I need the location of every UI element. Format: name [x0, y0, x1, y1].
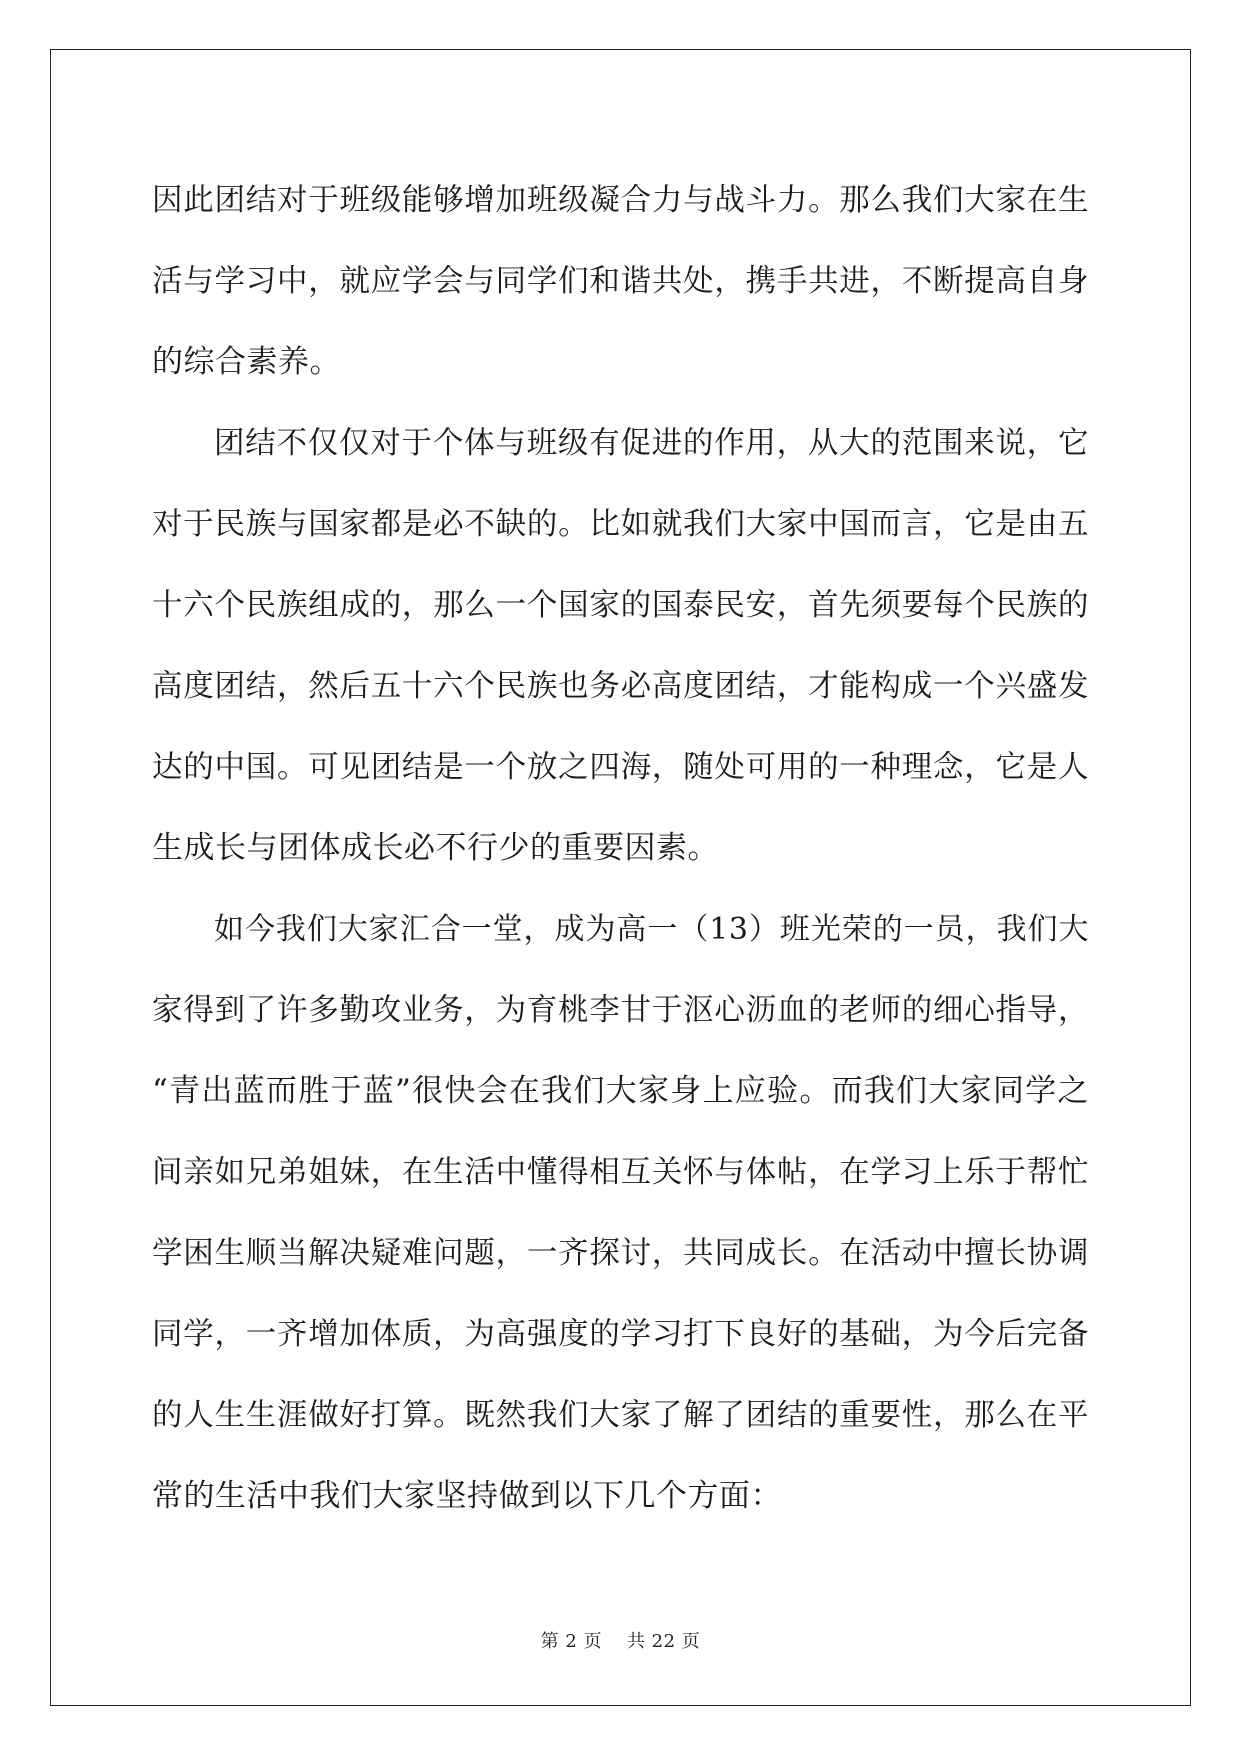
text-line: 对于民族与国家都是必不缺的。比如就我们大家中国而言，它是由五 [152, 507, 1089, 542]
text-line: 如今我们大家汇合一堂，成为高一（13）班光荣的一员，我们大 [214, 912, 1089, 947]
text-line: 活与学习中，就应学会与同学们和谐共处，携手共进，不断提高自身 [152, 264, 1089, 299]
text-line: 达的中国。可见团结是一个放之四海，随处可用的一种理念，它是人 [152, 750, 1089, 785]
text-line: 常的生活中我们大家坚持做到以下几个方面： [152, 1478, 782, 1514]
page-number: 第 2 页 共 22 页 [540, 1631, 701, 1652]
text-line: 的人生生涯做好打算。既然我们大家了解了团结的重要性，那么在平 [152, 1398, 1089, 1433]
text-line: 家得到了许多勤攻业务，为育桃李甘于沤心沥血的老师的细心指导， [152, 993, 1089, 1028]
paragraph [152, 889, 1089, 1537]
text-line: 因此团结对于班级能够增加班级凝合力与战斗力。那么我们大家在生 [152, 183, 1089, 218]
text-line: 同学，一齐增加体质，为高强度的学习打下良好的基础，为今后完备 [152, 1317, 1089, 1352]
text-line: 团结不仅仅对于个体与班级有促进的作用，从大的范围来说，它 [214, 426, 1089, 461]
text-line: “青出蓝而胜于蓝”很快会在我们大家身上应验。而我们大家同学之 [152, 1073, 1089, 1109]
paragraph [152, 403, 1089, 889]
document-body [152, 160, 1089, 1537]
paragraph [152, 160, 1089, 403]
text-line: 学困生顺当解决疑难问题，一齐探讨，共同成长。在活动中擅长协调 [152, 1236, 1089, 1271]
page-footer [0, 1627, 1241, 1653]
text-line: 间亲如兄弟姐妹，在生活中懂得相互关怀与体帖，在学习上乐于帮忙 [152, 1155, 1089, 1190]
text-line: 十六个民族组成的，那么一个国家的国泰民安，首先须要每个民族的 [152, 588, 1089, 623]
text-line: 高度团结，然后五十六个民族也务必高度团结，才能构成一个兴盛发 [152, 669, 1089, 704]
text-line: 的综合素养。 [152, 344, 341, 380]
text-line: 生成长与团体成长必不行少的重要因素。 [152, 830, 719, 866]
